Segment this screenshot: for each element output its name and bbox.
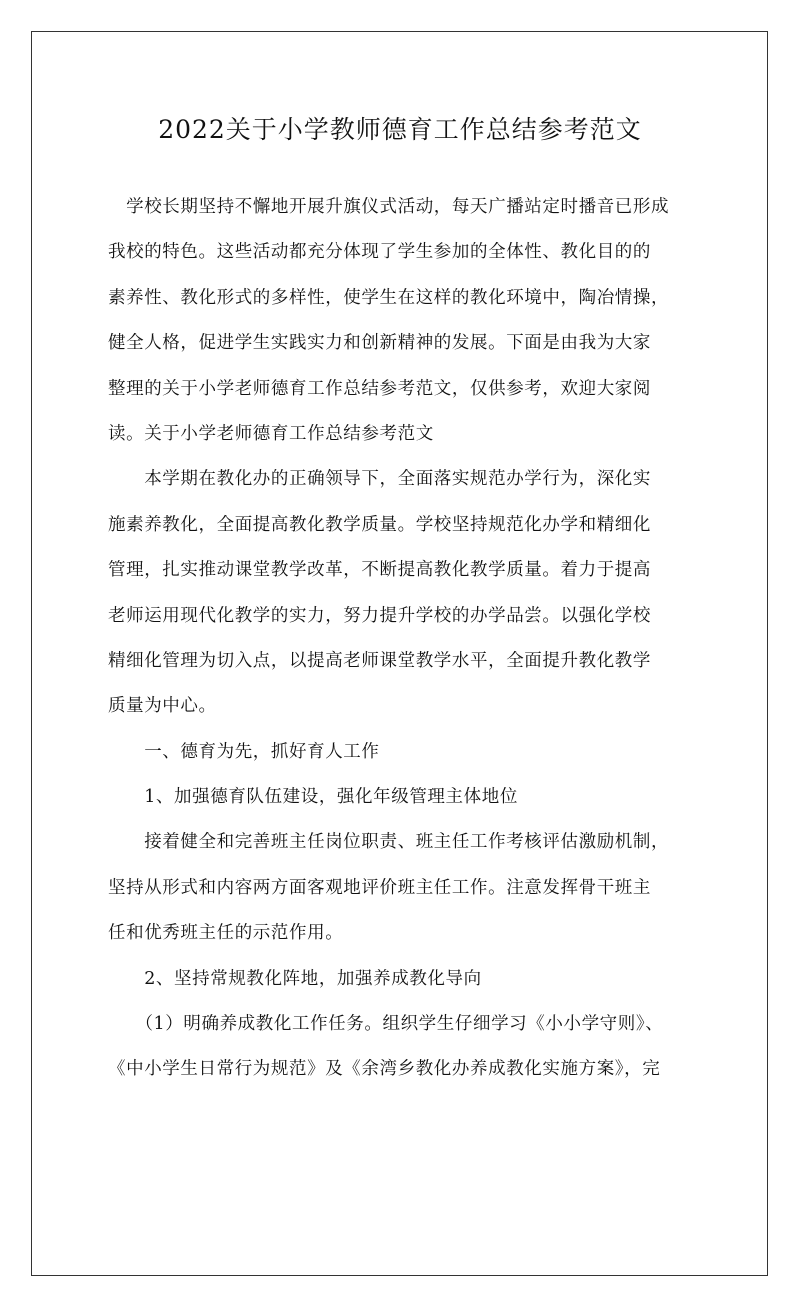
body-line: 一、德育为先，抓好育人工作 (108, 741, 380, 762)
body-line: （1）明确养成教化工作任务。组织学生仔细学习《小小学守则》、 (108, 1014, 664, 1035)
body-line: 施素养教化，全面提高教化教学质量。学校坚持规范化办学和精细化 (108, 514, 651, 535)
body-line: 接着健全和完善班主任岗位职责、班主任工作考核评估激励机制， (108, 832, 670, 853)
body-line: 整理的关于小学老师德育工作总结参考范文，仅供参考，欢迎大家阅 (108, 378, 651, 399)
body-line: 读。关于小学老师德育工作总结参考范文 (108, 423, 434, 444)
document-title: 2022关于小学教师德育工作总结参考范文 (158, 115, 642, 144)
body-line: 学校长期坚持不懈地开展升旗仪式活动，每天广播站定时播音已形成 (108, 197, 670, 217)
body-line: 任和优秀班主任的示范作用。 (108, 923, 344, 944)
body-line: 健全人格，促进学生实践实力和创新精神的发展。下面是由我为大家 (108, 333, 651, 354)
body-line: 质量为中心。 (108, 696, 217, 717)
body-line: 管理，扎实推动课堂教学改革，不断提高教化教学质量。着力于提高 (108, 560, 651, 581)
body-line: 素养性、教化形式的多样性，使学生在这样的教化环境中，陶冶情操， (108, 287, 670, 308)
body-line: 本学期在教化办的正确领导下，全面落实规范办学行为，深化实 (108, 469, 651, 490)
document-body (108, 185, 698, 1093)
body-line: 老师运用现代化教学的实力，努力提升学校的办学品尝。以强化学校 (108, 605, 651, 626)
body-line: 《中小学生日常行为规范》及《余湾乡教化办养成教化实施方案》，完 (108, 1059, 661, 1080)
body-line: 精细化管理为切入点，以提高老师课堂教学水平，全面提升教化教学 (108, 650, 651, 671)
body-line: 2、坚持常规教化阵地，加强养成教化导向 (108, 968, 482, 989)
body-line: 我校的特色。这些活动都充分体现了学生参加的全体性、教化目的的 (108, 242, 651, 263)
body-line: 坚持从形式和内容两方面客观地评价班主任工作。注意发挥骨干班主 (108, 877, 651, 898)
body-line: 1、加强德育队伍建设，强化年级管理主体地位 (108, 787, 518, 808)
